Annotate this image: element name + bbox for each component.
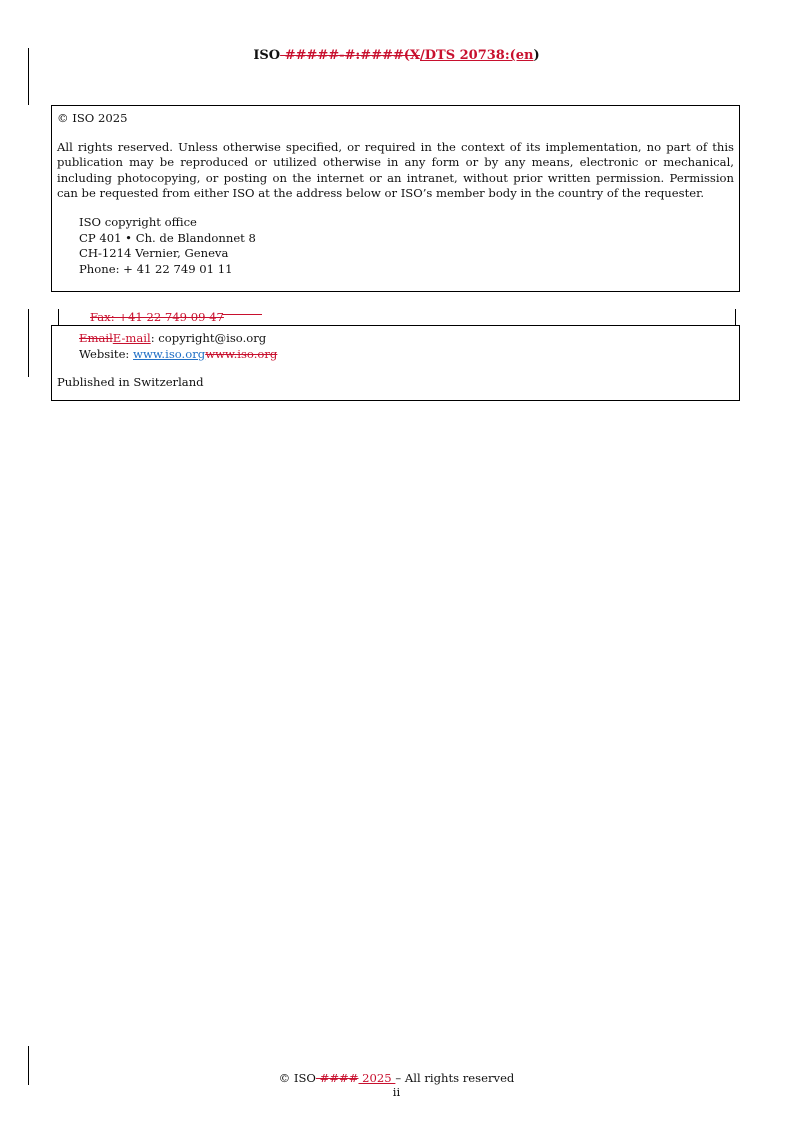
footer-copyright	[0, 1071, 793, 1085]
website-label: Website:	[79, 346, 134, 361]
table-border-tick-left	[58, 309, 59, 325]
document-header	[0, 48, 793, 63]
header-deleted-text: #####-#:####(X	[280, 48, 420, 63]
website-link[interactable]: www.iso.org	[133, 346, 206, 361]
address-line: ISO copyright office	[79, 214, 197, 229]
revision-bar-contact	[28, 309, 29, 377]
fax-deleted-line	[90, 310, 262, 324]
email-deleted-label: Email	[79, 331, 113, 345]
footer-prefix: © ISO	[278, 1071, 316, 1085]
copyright-box	[51, 105, 740, 292]
footer-suffix: – All rights reserved	[395, 1071, 515, 1085]
address-line: CP 401 • Ch. de Blandonnet 8	[79, 230, 256, 245]
rights-paragraph: All rights reserved. Unless otherwise specified, or required in the context of its implementation, no part of this publication may be reproduced or utilized otherwise in any form or by any means, electronic or mechanical, including photocopying, or posting on the internet or an intranet, without prior written permission. Permission can be requested from either ISO at the address below or ISO’s member body in the country of the requester.	[57, 139, 734, 201]
footer-inserted-year: 2025	[358, 1071, 396, 1085]
contact-box	[51, 325, 740, 401]
email-value: : copyright@iso.org	[150, 331, 267, 345]
copyright-line: © ISO 2025	[57, 111, 128, 125]
address-line: CH-1214 Vernier, Geneva	[79, 246, 229, 261]
fax-deleted-text: Fax: +41 22 749 09 47	[90, 310, 224, 324]
footer-deleted-text: ####	[315, 1071, 359, 1085]
table-border-tick-right	[735, 309, 736, 325]
website-line	[57, 347, 734, 363]
header-inserted-text: /DTS 20738:(en	[420, 48, 534, 63]
page-number: ii	[392, 1085, 401, 1099]
deletion-tail-line	[222, 314, 262, 315]
website-deleted: www.iso.org	[205, 346, 278, 361]
header-suffix: )	[533, 48, 540, 63]
phone-line: Phone: + 41 22 749 01 11	[79, 261, 233, 276]
header-prefix: ISO	[253, 48, 281, 63]
email-inserted-label: E-mail	[112, 331, 151, 345]
published-line: Published in Switzerland	[57, 375, 204, 390]
email-line	[57, 331, 734, 347]
page-footer	[0, 1071, 793, 1099]
